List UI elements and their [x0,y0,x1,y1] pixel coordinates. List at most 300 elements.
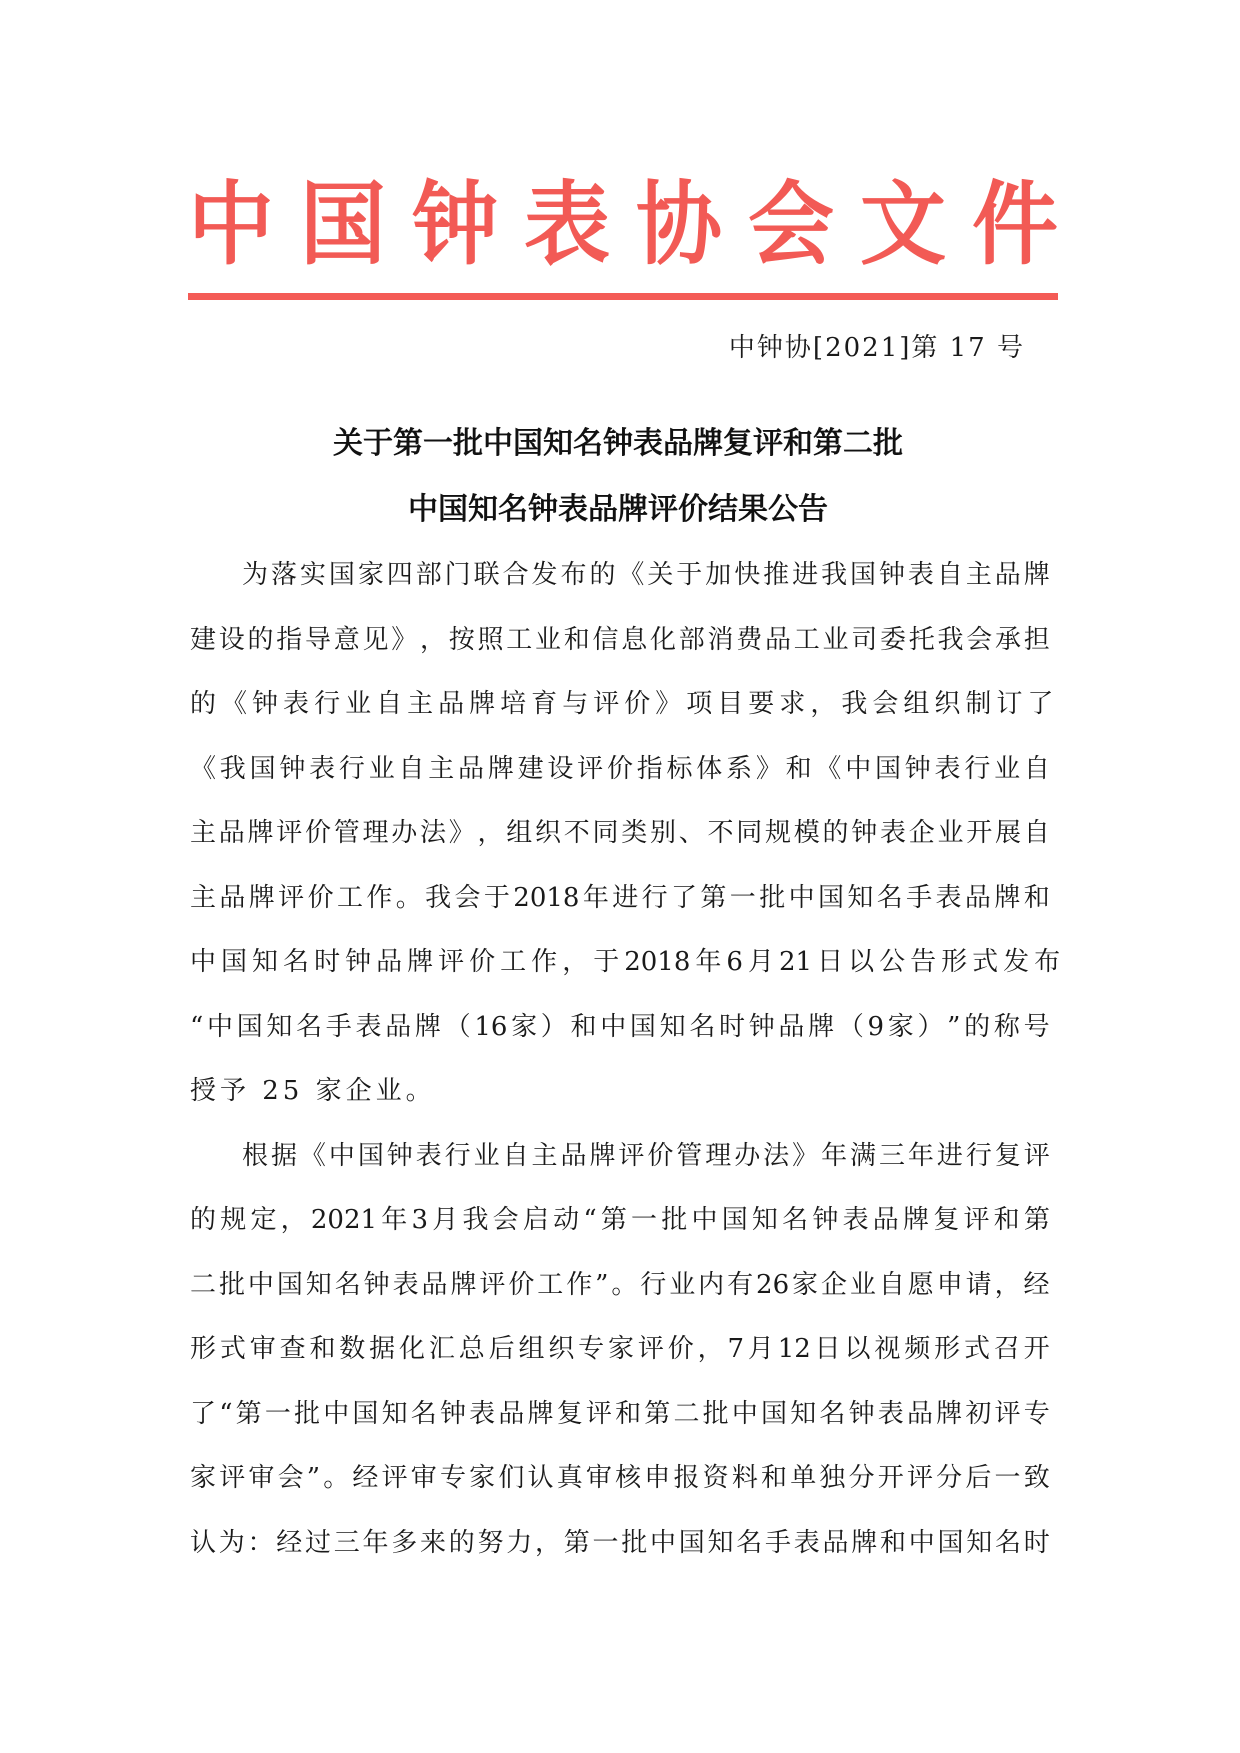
body-glyph: 名 [334,1270,361,1300]
body-glyph: 牌 [1023,560,1050,590]
body-glyph: 牌 [589,1141,616,1171]
body-glyph: 单 [790,1463,817,1493]
body-glyph: 努 [477,1528,504,1558]
body-glyph: 月 [747,1334,774,1364]
masthead-char: 会 [748,172,834,278]
body-glyph: 根 [242,1141,269,1171]
body-glyph: 第 [600,1205,627,1235]
body-glyph: 组 [506,818,533,848]
body-glyph: 工 [537,1270,564,1300]
body-glyph: 》 [655,689,682,719]
body-glyph: 经 [276,1528,303,1558]
body-glyph: 手 [325,1012,352,1042]
body-glyph: 我 [821,560,848,590]
body-glyph: 与 [562,689,589,719]
body-glyph: 快 [734,560,761,590]
body-line [242,555,1050,595]
body-glyph: 主 [965,560,992,590]
body-glyph: 设 [547,754,574,784]
body-glyph: 模 [793,818,820,848]
body-glyph: 我 [937,625,964,655]
body-glyph: 3 [411,1205,429,1235]
body-glyph: 》 [755,754,782,784]
body-glyph: 家 [357,560,384,590]
body-glyph: 以 [844,1334,871,1364]
body-glyph: 管 [333,818,360,848]
body-glyph: 化 [399,1334,426,1364]
body-glyph: 知 [847,883,874,913]
body-glyph: 动 [553,1205,580,1235]
body-glyph: 自 [1023,818,1050,848]
body-glyph: 表 [935,883,962,913]
body-glyph: 国 [850,560,877,590]
body-glyph: ， [810,689,837,719]
body-glyph: 多 [391,1528,418,1558]
body-glyph: 开 [966,818,993,848]
body-glyph: 理 [362,818,389,848]
body-glyph: 进 [612,883,639,913]
body-glyph: 力 [506,1528,533,1558]
body-glyph: 专 [1023,1399,1050,1429]
body-glyph: 钟 [439,1399,466,1429]
body-glyph: 评 [1023,1141,1050,1171]
body-glyph: 9 [867,1012,885,1042]
body-glyph: 类 [621,818,648,848]
body-glyph: 家 [469,1463,496,1493]
body-line [242,1136,1050,1176]
body-glyph: 专 [439,1463,466,1493]
body-glyph: 品 [421,1270,448,1300]
body-glyph: 式 [219,1334,246,1364]
body-glyph: 主 [190,818,217,848]
body-glyph: 月 [432,1205,459,1235]
body-glyph: 要 [748,689,775,719]
body-glyph: 内 [698,1270,725,1300]
body-line [190,749,1050,789]
body-glyph: 品 [458,754,485,784]
body-glyph: 的 [822,818,849,848]
body-glyph: 牌 [994,883,1021,913]
body-glyph: 申 [936,1270,963,1300]
body-glyph: 知 [707,1528,734,1558]
body-glyph: 第 [644,1399,671,1429]
body-glyph: 发 [531,560,558,590]
body-glyph: 了 [1027,689,1054,719]
body-glyph: 价 [667,1334,694,1364]
body-glyph: 表 [355,1012,382,1042]
body-glyph: “ [583,1205,597,1235]
body-glyph: 年 [582,883,609,913]
body-glyph: 国 [249,754,276,784]
body-glyph: 7 [727,1334,745,1364]
body-line [190,1265,1050,1305]
body-glyph: 中 [908,1528,935,1558]
body-glyph: 化 [650,625,677,655]
body-glyph: 理 [705,1141,732,1171]
body-glyph: 分 [936,1463,963,1493]
body-glyph: 业 [669,1270,696,1300]
body-glyph: 日 [814,1334,841,1364]
body-line [190,878,1050,918]
body-glyph: 表 [880,818,907,848]
body-glyph: 知 [305,1270,332,1300]
body-glyph: 业 [937,818,964,848]
body-glyph: 工 [793,625,820,655]
body-glyph: 国 [678,1528,705,1558]
body-glyph: 品 [219,883,246,913]
body-glyph: 进 [936,1141,963,1171]
body-glyph: 《 [221,689,248,719]
body-glyph: 品 [438,689,465,719]
body-glyph: 同 [736,818,763,848]
body-glyph: （ [837,1012,864,1042]
body-glyph: ） [540,1012,567,1042]
body-glyph: 月 [747,947,774,977]
body-glyph: 复 [556,1399,583,1429]
body-glyph: 国 [276,1270,303,1300]
body-glyph: 中 [247,1270,274,1300]
masthead-char: 文 [860,172,946,278]
body-glyph: 审 [249,1334,276,1364]
body-glyph: 行 [444,1141,471,1171]
body-glyph: 和 [1023,883,1050,913]
body-line [190,1329,1050,1369]
masthead-char: 件 [972,172,1058,278]
body-glyph: 办 [734,1141,761,1171]
body-glyph: 价 [307,883,334,913]
body-glyph: 评 [585,1399,612,1429]
body-glyph: 《 [618,560,645,590]
body-glyph: 四 [386,560,413,590]
body-glyph: 评 [278,883,305,913]
body-glyph: 评 [593,689,620,719]
body-glyph: 为 [242,560,269,590]
body-glyph: 品 [385,1012,412,1042]
body-glyph: 牌 [903,1205,930,1235]
body-glyph: 后 [965,1463,992,1493]
body-glyph: 年 [907,1141,934,1171]
body-glyph: 据 [270,1141,297,1171]
body-glyph: 表 [392,1270,419,1300]
body-glyph: 照 [477,625,504,655]
body-glyph: 总 [458,1334,485,1364]
body-glyph: 中 [691,1205,718,1235]
body-glyph: 建 [517,754,544,784]
body-glyph: 设 [218,625,245,655]
body-glyph: 价 [305,818,332,848]
body-glyph: 表 [907,560,934,590]
body-glyph: 钟 [748,1012,775,1042]
body-glyph: 启 [522,1205,549,1235]
body-glyph: 行 [338,754,365,784]
masthead-char: 中 [188,172,274,278]
body-glyph: 第 [563,1528,590,1558]
body-glyph: 落 [270,560,297,590]
body-glyph: 国 [874,754,901,784]
body-glyph: 品 [218,818,245,848]
body-glyph: 手 [765,1528,792,1558]
body-glyph: 自 [398,754,425,784]
body-glyph: ： [247,1528,274,1558]
body-glyph: 织 [934,689,961,719]
body-glyph: 合 [502,560,529,590]
body-glyph: 主 [531,1141,558,1171]
body-glyph: 于 [676,560,703,590]
body-glyph: 求 [779,689,806,719]
body-glyph: 和 [309,1334,336,1364]
body-line [190,1458,1050,1498]
body-glyph: 我 [219,754,246,784]
body-glyph: 一 [994,1463,1021,1493]
body-glyph: 中 [190,947,217,977]
body-glyph: 品 [822,1528,849,1558]
body-glyph: 按 [448,625,475,655]
body-glyph: 名 [782,1205,809,1235]
body-glyph: 价 [469,947,496,977]
body-glyph: 工 [336,883,363,913]
body-glyph: 费 [736,625,763,655]
body-glyph: 式 [972,947,999,977]
body-glyph: 钟 [851,818,878,848]
body-glyph: 表 [842,1205,869,1235]
body-glyph: 价 [508,1270,535,1300]
body-glyph: 业 [535,625,562,655]
body-glyph: 自 [502,1141,529,1171]
body-glyph: 频 [904,1334,931,1364]
body-glyph: 法 [420,818,447,848]
body-glyph: 申 [644,1463,671,1493]
body-glyph: 我 [462,1205,489,1235]
body-glyph: 初 [965,1399,992,1429]
body-glyph: 中 [323,1399,350,1429]
body-glyph: 6 [726,947,743,977]
body-glyph: 委 [880,625,907,655]
body-glyph: 国 [721,1205,748,1235]
body-glyph: 牌 [407,947,434,977]
body-glyph: 后 [488,1334,515,1364]
body-glyph: 16 [474,1012,508,1042]
body-glyph: 26 [756,1270,790,1300]
body-glyph: 公 [879,947,906,977]
body-glyph: 评 [994,1399,1021,1429]
body-glyph: 作 [366,883,393,913]
body-glyph: 联 [473,560,500,590]
body-glyph: 会 [277,1463,304,1493]
body-glyph: 业 [822,625,849,655]
body-glyph: 中 [845,754,872,784]
body-glyph: 号 [1023,1012,1050,1042]
body-glyph: 发 [1003,947,1030,977]
body-glyph: 名 [283,947,310,977]
body-glyph: 牌 [808,1012,835,1042]
body-glyph: 法 [763,1141,790,1171]
body-glyph: 料 [731,1463,758,1493]
body-glyph: 真 [556,1463,583,1493]
body-glyph: 价 [606,754,633,784]
body-glyph: 了 [671,883,698,913]
body-glyph: 名 [410,1399,437,1429]
body-glyph: ， [477,818,504,848]
body-glyph: 审 [248,1463,275,1493]
body-glyph: 国 [236,1012,263,1042]
body-glyph: 钟 [279,754,306,784]
body-glyph: ， [994,1270,1021,1300]
body-glyph: 21 [778,947,813,977]
body-glyph: 的 [190,689,217,719]
body-glyph: 业 [473,1141,500,1171]
body-glyph: ， [280,1205,307,1235]
body-glyph: 家 [792,1270,819,1300]
red-divider-rule [188,293,1058,300]
body-glyph: 业 [368,754,395,784]
body-glyph: 请 [965,1270,992,1300]
body-glyph: 同 [592,818,619,848]
body-glyph: 名 [995,1528,1022,1558]
body-glyph: 认 [527,1463,554,1493]
body-glyph: 一 [631,1205,658,1235]
body-glyph: “ [219,1399,233,1429]
body-glyph: 国 [629,1012,656,1042]
body-glyph: 行 [641,883,668,913]
body-glyph: 时 [314,947,341,977]
body-glyph: 门 [444,560,471,590]
body-glyph: 主 [407,689,434,719]
body-glyph: 定 [250,1205,277,1235]
body-glyph: 国 [221,947,248,977]
body-glyph: 规 [220,1205,247,1235]
body-glyph: 第 [700,883,727,913]
body-glyph: 的 [190,1205,217,1235]
body-glyph: 和 [570,1012,597,1042]
body-glyph: 中 [788,883,815,913]
body-glyph: 国 [328,560,355,590]
body-glyph: 们 [498,1463,525,1493]
body-glyph: 年 [381,1205,408,1235]
body-glyph: 进 [792,560,819,590]
body-line [190,1200,1050,1240]
body-glyph: 意 [333,625,360,655]
body-glyph: 知 [381,1399,408,1429]
body-glyph: 牌 [247,818,274,848]
body-glyph: 一 [264,1399,291,1429]
body-glyph: 育 [531,689,558,719]
body-glyph: 名 [689,1012,716,1042]
body-glyph: 和 [880,1528,907,1558]
body-glyph: 核 [615,1463,642,1493]
body-glyph: 复 [994,1141,1021,1171]
masthead-char: 国 [300,172,386,278]
masthead-char: 钟 [412,172,498,278]
body-glyph: 。 [611,1270,638,1300]
body-glyph: 自 [1023,754,1050,784]
body-glyph: 品 [994,560,1021,590]
body-glyph: 第 [1023,1205,1050,1235]
body-glyph: 企 [908,818,935,848]
body-glyph: 致 [1023,1463,1050,1493]
body-glyph: 推 [763,560,790,590]
body-glyph: 表 [469,1399,496,1429]
body-glyph: 司 [851,625,878,655]
body-glyph: 经 [352,1463,379,1493]
masthead-char: 表 [524,172,610,278]
body-glyph: 来 [420,1528,447,1558]
body-glyph: 名 [736,1528,763,1558]
body-glyph: 了 [190,1399,217,1429]
body-glyph: 导 [305,625,332,655]
body-glyph: 业 [994,754,1021,784]
body-glyph: 审 [585,1463,612,1493]
body-glyph: 办 [391,818,418,848]
body-glyph: 时 [719,1012,746,1042]
body-glyph: 。 [323,1463,350,1493]
body-glyph: 二 [190,1270,217,1300]
body-glyph: 评 [618,1141,645,1171]
body-glyph: 和 [993,1205,1020,1235]
body-glyph: 牌 [527,1399,554,1429]
body-glyph: 钟 [848,1399,875,1429]
body-glyph: 体 [696,754,723,784]
body-glyph: 召 [993,1334,1020,1364]
body-glyph: 评 [479,1270,506,1300]
body-glyph: ” [306,1463,321,1493]
body-glyph: 形 [934,1334,961,1364]
body-glyph: 品 [765,625,792,655]
body-glyph: 愿 [907,1270,934,1300]
body-glyph: 》 [792,1141,819,1171]
body-glyph: 和 [761,1463,788,1493]
body-glyph: 钟 [363,1270,390,1300]
body-glyph: 知 [659,1012,686,1042]
body-line [190,942,1061,982]
body-glyph: 一 [729,883,756,913]
body-glyph: 家 [887,1012,914,1042]
body-glyph: 建 [190,625,217,655]
body-glyph: 指 [276,625,303,655]
body-glyph: 表 [877,1399,904,1429]
body-glyph: 的 [589,560,616,590]
body-glyph: 复 [933,1205,960,1235]
body-glyph: 分 [848,1463,875,1493]
body-line [190,620,1050,660]
body-glyph: 批 [702,1399,729,1429]
body-glyph: 会 [492,1205,519,1235]
body-glyph: 行 [640,1270,667,1300]
body-glyph: ” [947,1012,961,1042]
body-glyph: 组 [518,1334,545,1364]
body-glyph: 系 [726,754,753,784]
body-glyph: 第 [235,1399,262,1429]
body-glyph: 织 [535,818,562,848]
body-glyph: 中 [206,1012,233,1042]
body-glyph: 品 [560,1141,587,1171]
body-glyph: 培 [500,689,527,719]
body-glyph: 开 [877,1463,904,1493]
body-glyph: 式 [963,1334,990,1364]
body-glyph: 和 [563,625,590,655]
body-glyph: 评 [438,947,465,977]
body-glyph: 牌 [487,754,514,784]
body-glyph: 主 [428,754,455,784]
body-glyph: 》 [448,818,475,848]
body-glyph: 展 [995,818,1022,848]
body-glyph: 会 [872,689,899,719]
body-glyph: 的 [964,1012,991,1042]
body-glyph: 评 [276,818,303,848]
body-line [190,1523,1050,1563]
body-glyph: 批 [759,883,786,913]
body-glyph: 2018 [624,947,691,977]
body-glyph: 牌 [414,1012,441,1042]
